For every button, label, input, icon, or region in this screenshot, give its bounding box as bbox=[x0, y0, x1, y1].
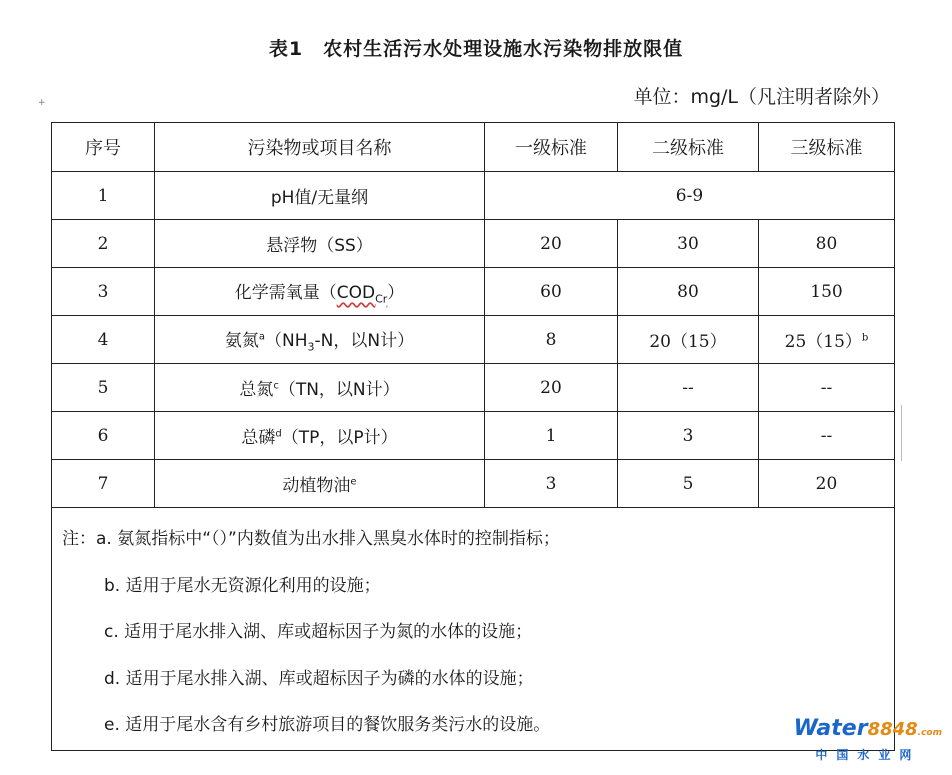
table-row bbox=[52, 460, 895, 508]
name-part: （TP，以P计） bbox=[281, 428, 398, 448]
row-level2: 20（15） bbox=[618, 316, 759, 364]
row-level2: -- bbox=[618, 364, 759, 412]
row-level1: 20 bbox=[485, 220, 618, 268]
header-name: 污染物或项目名称 bbox=[155, 123, 485, 172]
name-superscript: e bbox=[350, 476, 357, 488]
table-row bbox=[52, 172, 895, 220]
row-name bbox=[155, 412, 485, 460]
name-part: COD bbox=[336, 282, 376, 303]
row-no: 7 bbox=[52, 460, 155, 508]
name-part: 氨氮 bbox=[224, 330, 259, 351]
row-level3: 150 bbox=[759, 268, 895, 316]
notes-cell bbox=[52, 508, 895, 751]
row-level3 bbox=[759, 316, 895, 364]
header-no: 序号 bbox=[52, 123, 155, 172]
row-level2: 30 bbox=[618, 220, 759, 268]
table-row bbox=[52, 412, 895, 460]
value-superscript: b bbox=[861, 332, 869, 344]
name-part: 化学需氧量（ bbox=[234, 282, 337, 303]
note-line: c. 适用于尾水排入湖、库或超标因子为氮的水体的设施； bbox=[104, 622, 533, 642]
table-row bbox=[52, 316, 895, 364]
row-name: 悬浮物（SS） bbox=[155, 220, 485, 268]
row-level3: -- bbox=[759, 412, 895, 460]
header-level3: 三级标准 bbox=[759, 123, 895, 172]
table-row bbox=[52, 220, 895, 268]
row-no: 2 bbox=[52, 220, 155, 268]
watermark-logo bbox=[794, 718, 942, 763]
name-part: ） bbox=[387, 282, 405, 303]
edge-line bbox=[901, 405, 902, 461]
brand-part: 8848 bbox=[867, 719, 918, 740]
unit-note: 单位：mg/L（凡注明者除外） bbox=[633, 86, 890, 108]
row-level1: 1 bbox=[485, 412, 618, 460]
row-name: pH值/无量纲 bbox=[155, 172, 485, 220]
row-no: 5 bbox=[52, 364, 155, 412]
name-subscript: 3 bbox=[307, 340, 315, 354]
row-level1: 60 bbox=[485, 268, 618, 316]
row-level1: 20 bbox=[485, 364, 618, 412]
row-level2: 5 bbox=[618, 460, 759, 508]
name-part: -N，以N计） bbox=[314, 330, 415, 351]
name-superscript: a bbox=[258, 331, 266, 343]
row-level3: 80 bbox=[759, 220, 895, 268]
note-line: b. 适用于尾水无资源化利用的设施； bbox=[104, 575, 381, 596]
watermark-brand bbox=[794, 718, 942, 744]
row-level1: 3 bbox=[485, 460, 618, 508]
table-header-row bbox=[52, 123, 895, 172]
row-name bbox=[155, 268, 485, 316]
row-name bbox=[155, 364, 485, 412]
row-level2: 80 bbox=[618, 268, 759, 316]
row-no: 3 bbox=[52, 268, 155, 316]
row-level3: -- bbox=[759, 364, 895, 412]
note-line: e. 适用于尾水含有乡村旅游项目的餐饮服务类污水的设施。 bbox=[104, 715, 551, 735]
value-text: 25（15） bbox=[784, 332, 862, 352]
row-level1: 8 bbox=[485, 316, 618, 364]
row-no: 6 bbox=[52, 412, 155, 460]
edge-mark: + bbox=[38, 98, 46, 108]
row-level2: 3 bbox=[618, 412, 759, 460]
name-part: （TN，以N计） bbox=[278, 380, 400, 400]
name-part: 总氮 bbox=[239, 380, 274, 400]
name-subscript: Cr bbox=[375, 292, 388, 306]
emission-limits-table bbox=[51, 122, 895, 751]
row-level3: 20 bbox=[759, 460, 895, 508]
row-merged-value: 6-9 bbox=[485, 172, 895, 220]
name-part: 总磷 bbox=[241, 428, 276, 448]
table-row bbox=[52, 364, 895, 412]
name-superscript: d bbox=[275, 428, 282, 440]
notes-row bbox=[52, 508, 895, 751]
header-level1: 一级标准 bbox=[485, 123, 618, 172]
name-cod bbox=[336, 282, 388, 306]
name-superscript: c bbox=[273, 380, 279, 392]
note-line: 注：a. 氨氮指标中“（）”内数值为出水排入黑臭水体时的控制指标； bbox=[62, 529, 560, 549]
row-no: 1 bbox=[52, 172, 155, 220]
note-line: d. 适用于尾水排入湖、库或超标因子为磷的水体的设施； bbox=[104, 668, 534, 689]
table-title: 表1 农村生活污水处理设施水污染物排放限值 bbox=[268, 38, 684, 60]
header-level2: 二级标准 bbox=[618, 123, 759, 172]
watermark-cn: 中国水业网 bbox=[815, 748, 921, 762]
name-part: （NH bbox=[265, 330, 308, 351]
brand-part: Water bbox=[793, 716, 868, 741]
name-part: 动植物油 bbox=[282, 476, 351, 496]
row-no: 4 bbox=[52, 316, 155, 364]
table-row bbox=[52, 268, 895, 316]
brand-part: .com bbox=[917, 728, 942, 738]
row-name bbox=[155, 316, 485, 364]
row-name bbox=[155, 460, 485, 508]
